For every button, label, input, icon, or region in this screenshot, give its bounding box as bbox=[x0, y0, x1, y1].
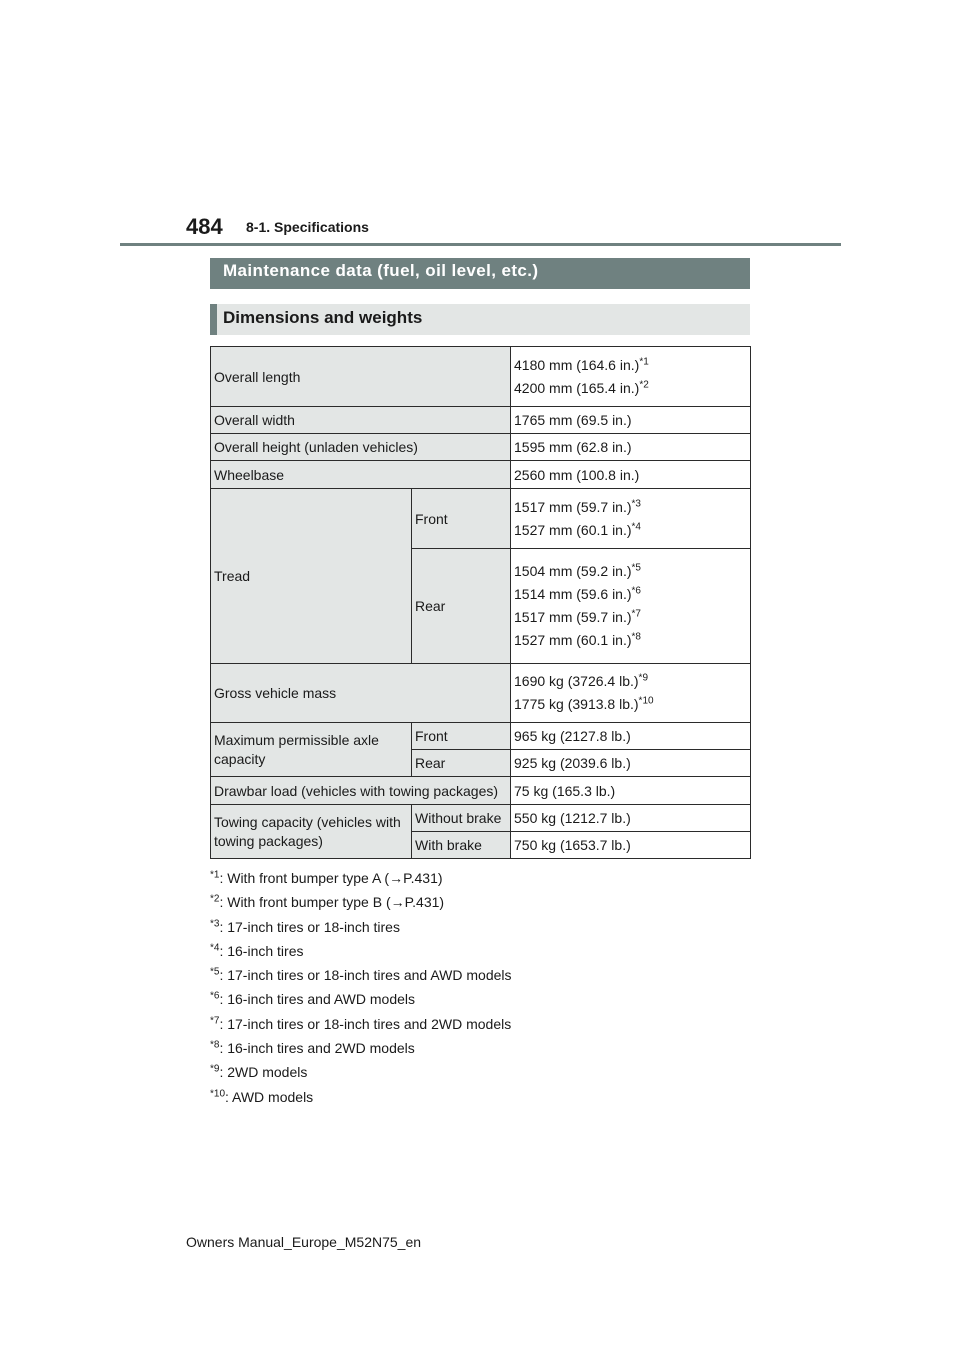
row-label: Overall height (unladen vehicles) bbox=[211, 434, 511, 461]
footnote-text: : 2WD models bbox=[219, 1064, 308, 1081]
footnote-mark: *10 bbox=[210, 1088, 226, 1100]
row-value bbox=[511, 664, 751, 723]
footnote bbox=[210, 915, 512, 939]
table-row bbox=[211, 805, 751, 832]
footnote bbox=[210, 890, 512, 914]
row-label: Drawbar load (vehicles with towing packages) bbox=[211, 777, 511, 805]
section-label: 8-1. Specifications bbox=[246, 219, 369, 235]
footnote bbox=[210, 1036, 512, 1060]
section-title: Maintenance data (fuel, oil level, etc.) bbox=[210, 258, 750, 289]
table-row bbox=[211, 461, 751, 489]
sub-label: Front bbox=[412, 489, 511, 549]
header-divider bbox=[120, 243, 841, 246]
row-label: Wheelbase bbox=[211, 461, 511, 489]
row-label: Maximum permissible axle capacity bbox=[211, 723, 412, 777]
footnote-ref: *9 bbox=[638, 672, 648, 684]
value-text: 1504 mm (59.2 in.) bbox=[514, 563, 632, 579]
sub-label: Without brake bbox=[412, 805, 511, 832]
row-label: Overall length bbox=[211, 347, 511, 407]
value-text: 1517 mm (59.7 in.) bbox=[514, 498, 632, 515]
footnote bbox=[210, 1085, 512, 1109]
footnote-ref: *6 bbox=[631, 585, 641, 597]
footnote-text: : With front bumper type B (→P.431) bbox=[219, 894, 445, 911]
row-value bbox=[511, 489, 751, 549]
row-value: 1595 mm (62.8 in.) bbox=[511, 434, 751, 461]
row-label: Tread bbox=[211, 489, 412, 664]
row-label: Gross vehicle mass bbox=[211, 664, 511, 723]
footnote bbox=[210, 963, 512, 987]
row-label: Towing capacity (vehicles with towing packages) bbox=[211, 805, 412, 859]
footnote-ref: *5 bbox=[631, 562, 641, 574]
footnote-text: : 16-inch tires bbox=[219, 942, 304, 959]
value-text: 1775 kg (3913.8 lb.) bbox=[514, 696, 639, 712]
value-text: 1527 mm (60.1 in.) bbox=[514, 521, 632, 538]
row-value: 550 kg (1212.7 lb.) bbox=[511, 805, 751, 832]
footnote-ref: *3 bbox=[631, 497, 641, 509]
page-number: 484 bbox=[186, 214, 223, 239]
row-value: 1765 mm (69.5 in.) bbox=[511, 407, 751, 434]
row-label: Overall width bbox=[211, 407, 511, 434]
document-footer: Owners Manual_Europe_M52N75_en bbox=[186, 1234, 422, 1250]
table-row bbox=[211, 489, 751, 549]
row-value: 965 kg (2127.8 lb.) bbox=[511, 723, 751, 750]
footnote-mark: *7 bbox=[210, 1015, 220, 1027]
table-row bbox=[211, 407, 751, 434]
row-value: 925 kg (2039.6 lb.) bbox=[511, 750, 751, 777]
footnote-mark: *8 bbox=[210, 1039, 220, 1051]
row-value: 2560 mm (100.8 in.) bbox=[511, 461, 751, 489]
table-row bbox=[211, 664, 751, 723]
footnote-ref: *1 bbox=[639, 355, 649, 367]
value-text: 1514 mm (59.6 in.) bbox=[514, 586, 632, 602]
footnote-text: : 17-inch tires or 18-inch tires bbox=[219, 918, 400, 935]
dimensions-table bbox=[210, 346, 751, 859]
footnote-mark: *9 bbox=[210, 1063, 220, 1075]
footnote-text: : With front bumper type A (→P.431) bbox=[219, 870, 443, 886]
value-text: 1517 mm (59.7 in.) bbox=[514, 609, 632, 625]
row-value: 750 kg (1653.7 lb.) bbox=[511, 832, 751, 859]
footnote-ref: *8 bbox=[631, 631, 641, 643]
sub-label: Rear bbox=[412, 549, 511, 664]
footnote-list bbox=[210, 866, 512, 1109]
value-text: 1527 mm (60.1 in.) bbox=[514, 632, 632, 648]
footnote-mark: *6 bbox=[210, 990, 220, 1002]
row-value: 75 kg (165.3 lb.) bbox=[511, 777, 751, 805]
sub-label: With brake bbox=[412, 832, 511, 859]
footnote bbox=[210, 866, 512, 890]
footnote-mark: *4 bbox=[210, 942, 220, 954]
footnote-text: : 16-inch tires and AWD models bbox=[219, 991, 416, 1008]
footnote bbox=[210, 1012, 512, 1036]
sub-label: Rear bbox=[412, 750, 511, 777]
table-row bbox=[211, 347, 751, 407]
footnote-mark: *2 bbox=[210, 893, 220, 905]
footnote-ref: *2 bbox=[639, 378, 649, 390]
table-row bbox=[211, 723, 751, 750]
row-value bbox=[511, 549, 751, 664]
footnote-mark: *5 bbox=[210, 966, 220, 978]
footnote-text: : 17-inch tires or 18-inch tires and AWD models bbox=[219, 967, 512, 984]
footnote bbox=[210, 987, 512, 1011]
subsection-title: Dimensions and weights bbox=[210, 304, 750, 335]
footnote-text: : 17-inch tires or 18-inch tires and 2WD models bbox=[219, 1015, 512, 1032]
table-row bbox=[211, 434, 751, 461]
value-text: 4200 mm (165.4 in.) bbox=[514, 379, 640, 396]
footnote-text: : 16-inch tires and 2WD models bbox=[219, 1040, 415, 1057]
footnote bbox=[210, 1060, 512, 1084]
value-text: 4180 mm (164.6 in.) bbox=[514, 356, 640, 373]
row-value bbox=[511, 347, 751, 407]
footnote bbox=[210, 939, 512, 963]
footnote-ref: *10 bbox=[638, 695, 654, 707]
footnote-text: : AWD models bbox=[225, 1088, 314, 1105]
footnote-ref: *4 bbox=[631, 520, 641, 532]
table-row bbox=[211, 777, 751, 805]
footnote-mark: *3 bbox=[210, 917, 220, 929]
sub-label: Front bbox=[412, 723, 511, 750]
value-text: 1690 kg (3726.4 lb.) bbox=[514, 673, 639, 689]
footnote-ref: *7 bbox=[631, 608, 641, 620]
footnote-mark: *1 bbox=[210, 869, 220, 881]
